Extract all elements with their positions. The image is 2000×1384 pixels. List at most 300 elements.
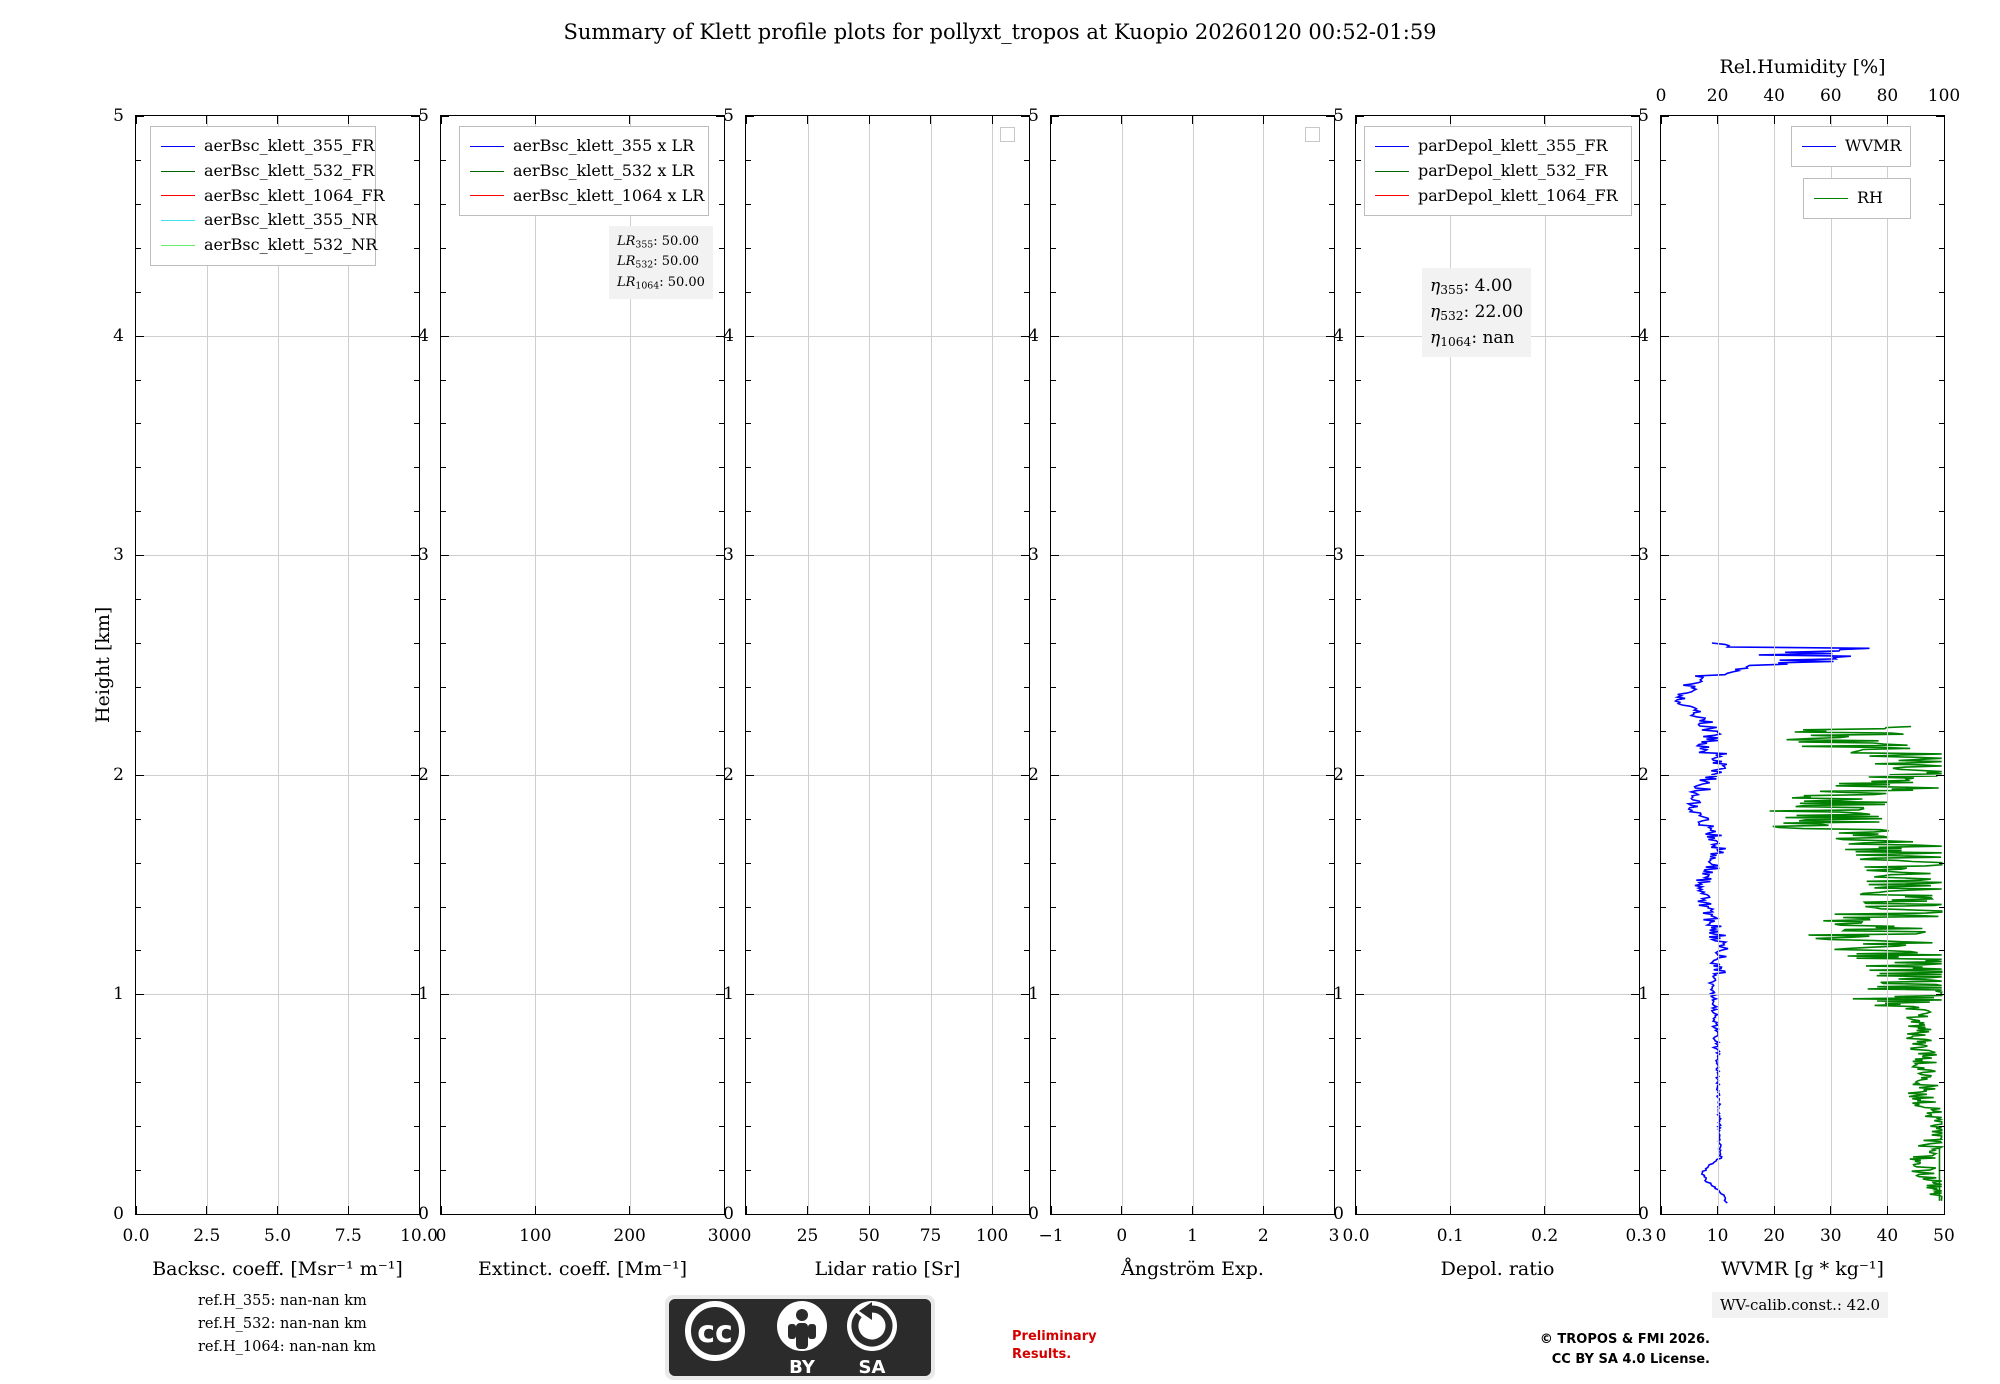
y-minor-tick xyxy=(746,950,751,951)
y-minor-tick xyxy=(719,1082,724,1083)
copyright-line-2: CC BY SA 4.0 License. xyxy=(1551,1351,1710,1367)
y-minor-tick xyxy=(1661,467,1666,468)
empty-legend-marker xyxy=(1000,127,1015,142)
x-top-tick-label: 20 xyxy=(1706,86,1729,106)
y-minor-tick xyxy=(1634,643,1639,644)
y-tick-label: 5 xyxy=(1638,106,1649,126)
gridline-vertical xyxy=(1545,116,1546,1214)
y-tick-label: 0 xyxy=(1638,1204,1649,1224)
x-tick-label: 40 xyxy=(1876,1226,1899,1246)
gridline-horizontal xyxy=(1661,994,1944,995)
panel-extinction xyxy=(418,106,741,1280)
y-tick xyxy=(136,555,144,556)
y-tick-label: 2 xyxy=(723,764,734,785)
gridline-horizontal xyxy=(746,775,1029,776)
y-tick-label: 4 xyxy=(1638,325,1649,346)
gridline-vertical xyxy=(931,116,932,1214)
y-tick-label: 1 xyxy=(418,984,429,1005)
legend-swatch-depol532 xyxy=(1375,171,1409,172)
x-tick-label: 3 xyxy=(1328,1226,1340,1246)
ref-height-1064: ref.H_1064: nan-nan km xyxy=(198,1339,376,1356)
y-tick xyxy=(746,994,754,995)
y-minor-tick xyxy=(414,863,419,864)
x-axis-title-rh: Rel.Humidity [%] xyxy=(1719,56,1886,78)
gridline-vertical xyxy=(1774,116,1775,1214)
y-tick-label: 1 xyxy=(723,984,734,1005)
y-minor-tick xyxy=(1024,731,1029,732)
y-minor-tick xyxy=(719,1038,724,1039)
y-minor-tick xyxy=(414,687,419,688)
gridline-vertical xyxy=(992,116,993,1214)
y-minor-tick xyxy=(1329,643,1334,644)
gridline-horizontal xyxy=(1661,555,1944,556)
y-minor-tick xyxy=(1024,643,1029,644)
y-minor-tick xyxy=(1661,511,1666,512)
y-minor-tick xyxy=(1356,1082,1361,1083)
annotation-eta532: $\eta_{532}$: 22.00 xyxy=(1430,301,1524,323)
y-minor-tick xyxy=(746,1170,751,1171)
y-tick xyxy=(441,775,449,776)
y-tick xyxy=(1356,555,1364,556)
panel-backscatter xyxy=(113,106,438,1280)
y-minor-tick xyxy=(136,160,141,161)
y-minor-tick xyxy=(1356,1038,1361,1039)
y-minor-tick xyxy=(1939,160,1944,161)
legend-label: parDepol_klett_1064_FR xyxy=(1418,185,1618,205)
x-top-tick-label: 100 xyxy=(1927,86,1961,106)
reference-heights xyxy=(198,1290,376,1360)
y-tick-label: 2 xyxy=(1333,764,1344,785)
x-tick xyxy=(1887,1206,1888,1214)
legend-item xyxy=(161,233,378,258)
legend-item xyxy=(1375,184,1621,209)
x-tick-label: 300 xyxy=(707,1226,741,1246)
legend-label: aerBsc_klett_532 x LR xyxy=(513,160,695,180)
y-minor-tick xyxy=(1939,1126,1944,1127)
y-minor-tick xyxy=(1024,248,1029,249)
legend-item xyxy=(1802,134,1900,159)
plot-area-lidar-ratio xyxy=(746,116,1029,1214)
y-tick xyxy=(1936,555,1944,556)
y-minor-tick xyxy=(441,1170,446,1171)
y-minor-tick xyxy=(1024,292,1029,293)
y-minor-tick xyxy=(1024,1038,1029,1039)
y-minor-tick xyxy=(719,599,724,600)
x-top-tick xyxy=(1661,116,1662,124)
y-minor-tick xyxy=(719,1170,724,1171)
y-tick xyxy=(136,116,144,117)
x-tick xyxy=(348,1206,349,1214)
y-minor-tick xyxy=(1329,1082,1334,1083)
x-axis-title-backscatter: Backsc. coeff. [Msr⁻¹ m⁻¹] xyxy=(152,1258,403,1280)
x-tick xyxy=(629,116,630,124)
gridline-horizontal xyxy=(746,336,1029,337)
y-minor-tick xyxy=(1024,687,1029,688)
y-minor-tick xyxy=(136,204,141,205)
y-minor-tick xyxy=(136,467,141,468)
y-minor-tick xyxy=(136,819,141,820)
y-minor-tick xyxy=(136,731,141,732)
y-minor-tick xyxy=(1051,1126,1056,1127)
y-minor-tick xyxy=(1356,907,1361,908)
y-minor-tick xyxy=(136,1170,141,1171)
y-minor-tick xyxy=(1634,423,1639,424)
y-minor-tick xyxy=(136,292,141,293)
x-tick xyxy=(348,116,349,124)
annotation-eta1064: $\eta_{1064}$: nan xyxy=(1430,327,1515,349)
y-tick-label: 2 xyxy=(1028,764,1039,785)
gridline-horizontal xyxy=(746,994,1029,995)
ref-height-355: ref.H_355: nan-nan km xyxy=(198,1293,367,1309)
plot-area-wvmr-rh xyxy=(1661,116,1944,1214)
y-minor-tick xyxy=(746,907,751,908)
y-minor-tick xyxy=(1661,248,1666,249)
x-axis-title-wvmr: WVMR [g * kg⁻¹] xyxy=(1721,1258,1884,1280)
y-minor-tick xyxy=(441,1082,446,1083)
y-minor-tick xyxy=(1634,863,1639,864)
y-tick-label: 3 xyxy=(1638,545,1649,566)
y-tick-label: 4 xyxy=(1333,325,1344,346)
legend-label: parDepol_klett_532_FR xyxy=(1418,160,1608,180)
y-minor-tick xyxy=(1634,1170,1639,1171)
x-tick-label: 25 xyxy=(796,1226,819,1246)
y-minor-tick xyxy=(1024,423,1029,424)
cc-license-badge[interactable] xyxy=(665,1295,935,1380)
x-tick xyxy=(1661,1206,1662,1214)
legend-label: aerBsc_klett_532_FR xyxy=(204,160,375,180)
y-minor-tick xyxy=(746,687,751,688)
y-minor-tick xyxy=(746,1038,751,1039)
y-minor-tick xyxy=(746,819,751,820)
x-axis-title-depol-ratio: Depol. ratio xyxy=(1440,1258,1555,1280)
x-axis-title-extinction: Extinct. coeff. [Mm⁻¹] xyxy=(477,1258,688,1280)
x-tick xyxy=(992,116,993,124)
y-minor-tick xyxy=(1661,687,1666,688)
y-tick xyxy=(1051,775,1059,776)
y-tick-label: 5 xyxy=(418,106,429,126)
y-minor-tick xyxy=(1329,292,1334,293)
y-minor-tick xyxy=(1661,160,1666,161)
y-tick xyxy=(1356,994,1364,995)
preliminary-results-note xyxy=(1012,1328,1097,1364)
y-tick xyxy=(1661,336,1669,337)
x-tick xyxy=(535,1206,536,1214)
gridline-horizontal xyxy=(441,336,724,337)
legend-swatch-532nr xyxy=(161,245,195,246)
y-minor-tick xyxy=(719,1126,724,1127)
x-tick xyxy=(277,116,278,124)
y-minor-tick xyxy=(136,950,141,951)
y-minor-tick xyxy=(1329,160,1334,161)
y-minor-tick xyxy=(1634,1126,1639,1127)
y-minor-tick xyxy=(1356,643,1361,644)
y-minor-tick xyxy=(1329,248,1334,249)
x-tick-label: 100 xyxy=(975,1226,1009,1246)
legend-swatch-532fr xyxy=(161,171,195,172)
gridline-vertical xyxy=(207,116,208,1214)
x-tick-label: 0 xyxy=(435,1226,447,1246)
x-tick-label: 5.0 xyxy=(263,1226,292,1246)
y-tick-label: 0 xyxy=(1028,1204,1039,1224)
y-tick-label: 5 xyxy=(113,106,124,126)
eta-annotation xyxy=(1422,268,1531,357)
y-minor-tick xyxy=(719,863,724,864)
legend-wvmr xyxy=(1791,126,1911,167)
gridline-vertical xyxy=(1887,116,1888,1214)
y-tick-label: 3 xyxy=(723,545,734,566)
y-tick xyxy=(441,116,449,117)
y-tick xyxy=(136,994,144,995)
y-minor-tick xyxy=(746,423,751,424)
y-minor-tick xyxy=(719,687,724,688)
x-tick xyxy=(441,1206,442,1214)
svg-text:cc: cc xyxy=(697,1315,733,1350)
gridline-horizontal xyxy=(1356,775,1639,776)
y-tick xyxy=(441,555,449,556)
y-minor-tick xyxy=(1661,599,1666,600)
x-tick xyxy=(277,1206,278,1214)
lidar-ratio-annotation xyxy=(609,226,713,299)
x-tick xyxy=(1450,1206,1451,1214)
y-tick xyxy=(746,1214,754,1215)
x-tick-label: 75 xyxy=(919,1226,942,1246)
y-minor-tick xyxy=(136,511,141,512)
y-minor-tick xyxy=(746,160,751,161)
y-minor-tick xyxy=(414,248,419,249)
y-minor-tick xyxy=(1939,1170,1944,1171)
wvmr-trace xyxy=(1676,643,1870,1203)
legend-extinction xyxy=(459,126,709,216)
y-minor-tick xyxy=(1051,1170,1056,1171)
y-minor-tick xyxy=(1024,1170,1029,1171)
y-minor-tick xyxy=(441,511,446,512)
y-minor-tick xyxy=(414,1170,419,1171)
x-tick xyxy=(1544,1206,1545,1214)
y-minor-tick xyxy=(1024,819,1029,820)
x-tick-label: 30 xyxy=(1819,1226,1842,1246)
y-minor-tick xyxy=(1329,907,1334,908)
y-minor-tick xyxy=(1939,731,1944,732)
annotation-eta355: $\eta_{355}$: 4.00 xyxy=(1430,276,1513,298)
x-tick-label: 2 xyxy=(1257,1226,1269,1246)
y-minor-tick xyxy=(1634,467,1639,468)
y-minor-tick xyxy=(441,248,446,249)
x-tick-label: 0.0 xyxy=(122,1226,150,1246)
x-tick xyxy=(1450,116,1451,124)
y-minor-tick xyxy=(441,907,446,908)
y-minor-tick xyxy=(1939,380,1944,381)
y-minor-tick xyxy=(1939,1038,1944,1039)
x-tick xyxy=(930,1206,931,1214)
legend-item xyxy=(161,159,375,184)
y-tick-label: 4 xyxy=(723,325,734,346)
y-minor-tick xyxy=(1634,248,1639,249)
y-minor-tick xyxy=(1329,204,1334,205)
x-tick xyxy=(1944,1206,1945,1214)
legend-swatch-1064fr xyxy=(161,195,195,196)
y-tick-label: 2 xyxy=(418,764,429,785)
panel-wvmr-rh xyxy=(1638,56,1961,1280)
y-minor-tick xyxy=(1051,511,1056,512)
gridline-vertical xyxy=(278,116,279,1214)
y-minor-tick xyxy=(1356,423,1361,424)
y-minor-tick xyxy=(1939,423,1944,424)
y-tick-label: 0 xyxy=(1333,1204,1344,1224)
y-minor-tick xyxy=(1051,1082,1056,1083)
x-tick xyxy=(1051,116,1052,124)
x-tick-label: 10 xyxy=(1706,1226,1729,1246)
y-minor-tick xyxy=(1356,204,1361,205)
y-tick xyxy=(441,994,449,995)
gridline-horizontal xyxy=(1356,555,1639,556)
gridline-horizontal xyxy=(1661,775,1944,776)
y-minor-tick xyxy=(1329,687,1334,688)
y-minor-tick xyxy=(746,599,751,600)
x-tick xyxy=(1263,1206,1264,1214)
y-minor-tick xyxy=(1356,160,1361,161)
y-minor-tick xyxy=(1329,1170,1334,1171)
y-minor-tick xyxy=(1051,863,1056,864)
x-tick-label: 0 xyxy=(1116,1226,1128,1246)
y-minor-tick xyxy=(441,292,446,293)
y-minor-tick xyxy=(1356,292,1361,293)
y-minor-tick xyxy=(1661,423,1666,424)
copyright-line-1: © TROPOS & FMI 2026. xyxy=(1539,1332,1710,1347)
x-tick xyxy=(136,1206,137,1214)
x-tick-label: 1 xyxy=(1187,1226,1198,1246)
x-tick-label: 0.2 xyxy=(1531,1226,1559,1246)
y-minor-tick xyxy=(1356,731,1361,732)
y-minor-tick xyxy=(441,467,446,468)
y-tick-label: 4 xyxy=(1028,325,1039,346)
x-axis-title-angstrom: Ångström Exp. xyxy=(1121,1258,1264,1280)
y-minor-tick xyxy=(1051,643,1056,644)
legend-swatch-rh xyxy=(1814,198,1848,199)
x-tick-label: 0 xyxy=(1655,1226,1667,1246)
empty-legend-marker xyxy=(1305,127,1320,142)
legend-item xyxy=(1814,186,1900,211)
legend-swatch-355nr xyxy=(161,220,195,221)
x-tick xyxy=(746,1206,747,1214)
x-tick xyxy=(746,116,747,124)
y-minor-tick xyxy=(719,292,724,293)
y-minor-tick xyxy=(1356,819,1361,820)
y-minor-tick xyxy=(719,160,724,161)
y-tick xyxy=(746,336,754,337)
y-minor-tick xyxy=(441,643,446,644)
x-tick-label: 2.5 xyxy=(193,1226,221,1246)
y-tick xyxy=(1936,994,1944,995)
y-minor-tick xyxy=(719,643,724,644)
cc-license-icon xyxy=(665,1295,935,1380)
y-minor-tick xyxy=(1661,863,1666,864)
y-minor-tick xyxy=(1661,380,1666,381)
y-minor-tick xyxy=(1634,731,1639,732)
y-minor-tick xyxy=(441,687,446,688)
y-minor-tick xyxy=(1329,1126,1334,1127)
panel-angstrom xyxy=(1028,106,1340,1280)
legend-item xyxy=(470,134,698,159)
y-tick-label: 0 xyxy=(418,1204,429,1224)
y-minor-tick xyxy=(441,160,446,161)
y-minor-tick xyxy=(1024,863,1029,864)
y-tick xyxy=(1661,994,1669,995)
y-minor-tick xyxy=(1051,950,1056,951)
x-axis-title-lidar-ratio: Lidar ratio [Sr] xyxy=(814,1258,961,1280)
svg-text:SA: SA xyxy=(858,1357,886,1378)
y-minor-tick xyxy=(1939,863,1944,864)
legend-rh xyxy=(1803,178,1911,219)
gridline-vertical xyxy=(1122,116,1123,1214)
y-minor-tick xyxy=(136,687,141,688)
gridline-vertical xyxy=(869,116,870,1214)
y-tick-label: 1 xyxy=(113,984,124,1005)
y-tick xyxy=(1356,775,1364,776)
y-tick-label: 0 xyxy=(113,1204,124,1224)
gridline-vertical xyxy=(808,116,809,1214)
y-tick xyxy=(1356,1214,1364,1215)
y-tick xyxy=(441,336,449,337)
legend-item xyxy=(161,208,378,233)
y-minor-tick xyxy=(1356,687,1361,688)
x-tick-label: 20 xyxy=(1763,1226,1786,1246)
y-minor-tick xyxy=(1661,819,1666,820)
y-minor-tick xyxy=(719,380,724,381)
y-minor-tick xyxy=(414,511,419,512)
y-minor-tick xyxy=(746,467,751,468)
y-tick-label: 3 xyxy=(418,545,429,566)
copyright-note xyxy=(1540,1330,1710,1369)
y-minor-tick xyxy=(1661,907,1666,908)
x-tick xyxy=(629,1206,630,1214)
wvmr-rh-traces xyxy=(1661,116,1944,1214)
y-tick-label: 4 xyxy=(418,325,429,346)
y-minor-tick xyxy=(1051,423,1056,424)
y-minor-tick xyxy=(1661,950,1666,951)
y-minor-tick xyxy=(1356,511,1361,512)
y-tick xyxy=(1051,994,1059,995)
x-top-tick-label: 60 xyxy=(1819,86,1842,106)
y-minor-tick xyxy=(1634,204,1639,205)
x-tick-label: 50 xyxy=(1933,1226,1955,1246)
y-minor-tick xyxy=(414,1038,419,1039)
x-tick-label: 0 xyxy=(740,1226,752,1246)
y-minor-tick xyxy=(1634,950,1639,951)
y-minor-tick xyxy=(1051,248,1056,249)
y-minor-tick xyxy=(414,160,419,161)
y-tick xyxy=(1936,775,1944,776)
y-minor-tick xyxy=(1634,1038,1639,1039)
y-minor-tick xyxy=(136,380,141,381)
x-tick xyxy=(206,1206,207,1214)
y-minor-tick xyxy=(1051,160,1056,161)
y-minor-tick xyxy=(1051,380,1056,381)
y-minor-tick xyxy=(441,819,446,820)
y-minor-tick xyxy=(1356,950,1361,951)
legend-swatch-depol1064 xyxy=(1375,195,1409,196)
x-tick-label: 100 xyxy=(519,1226,552,1246)
legend-label: aerBsc_klett_355_NR xyxy=(204,210,378,230)
y-minor-tick xyxy=(1024,380,1029,381)
x-tick xyxy=(1051,1206,1052,1214)
y-minor-tick xyxy=(441,423,446,424)
y-minor-tick xyxy=(1024,1126,1029,1127)
y-minor-tick xyxy=(1356,380,1361,381)
x-tick xyxy=(1717,1206,1718,1214)
y-tick xyxy=(746,116,754,117)
y-tick-label: 0 xyxy=(723,1204,734,1224)
preliminary-line-2: Results. xyxy=(1012,1347,1072,1363)
